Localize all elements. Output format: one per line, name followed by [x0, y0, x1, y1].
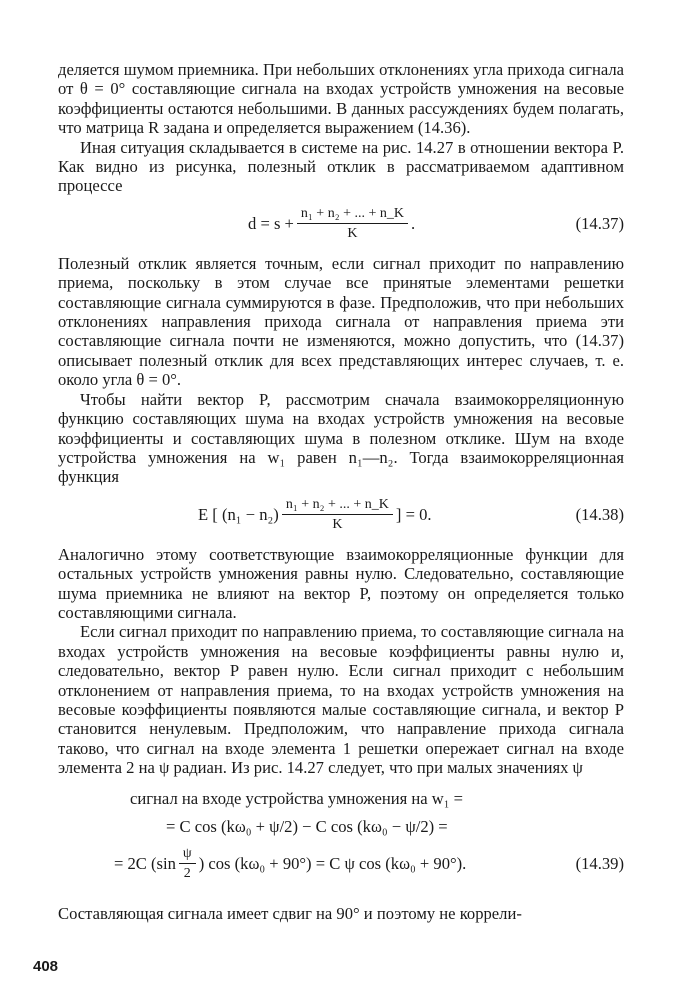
eq1-denominator: K [347, 226, 358, 242]
equation-14-38 [58, 493, 624, 537]
eq3-line3 [114, 842, 466, 886]
page-number: 408 [33, 958, 59, 975]
eq3-line2: = C cos (kω₀ + ψ/2) − C cos (kω₀ − ψ/2) = [166, 816, 448, 836]
eq1-numerator: n₁ + n₂ + ... + n_K [297, 205, 408, 224]
equation-14-39 [58, 788, 624, 892]
paragraph-6: Если сигнал приходит по направлению приема, то составляющие сигнала на входах устройств умножения на весовые коэффициенты равны нулю и, следовательно, вектор P равен нулю. Если сигнал приходит с небольшим отклонением от направления приема, то на входах устройств умножения на весовые коэффициенты появляются малые составляющие сигнала, и вектор P становится ненулевым. Предположим, что направление прихода сигнала таково, что сигнал на входе элемента 1 решетки опережает сигнал на входе элемента 2 на ψ радиан. Из рис. 14.27 следует, что при малых значениях ψ [58, 622, 624, 778]
eq3-fraction [179, 845, 196, 882]
paragraph-4: Чтобы найти вектор P, рассмотрим сначала взаимокорреляционную функцию составляющих шума на входах устройств умножения на весовые коэффициенты и составляющих шума в полезном отклике. Шум на входе устройства умножения на w₁ равен n₁—n₂. Тогда взаимокорреляционная функция [58, 389, 624, 487]
paragraph-2: Иная ситуация складывается в системе на рис. 14.27 в отношении вектора P. Как видно из рисунка, полезный отклик в рассматриваемом адаптивном процессе [58, 137, 624, 196]
eq2-fraction [282, 496, 393, 533]
eq3-numerator: ψ [179, 845, 196, 864]
eq1-tail: . [410, 213, 416, 233]
eq1-lhs: d = s + [248, 213, 294, 233]
eq3-line3-rhs: ) cos (kω₀ + 90°) = C ψ cos (kω₀ + 90°). [198, 853, 467, 873]
eq1-number: (14.37) [575, 213, 624, 233]
eq2-lhs: E [ (n₁ − n₂) [198, 504, 279, 524]
equation-14-37 [58, 202, 624, 246]
paragraph-7: Составляющая сигнала имеет сдвиг на 90° и поэтому не коррели- [58, 903, 522, 923]
eq3-number: (14.39) [575, 853, 624, 873]
eq3-denominator: 2 [183, 866, 191, 882]
eq1-fraction [297, 205, 408, 242]
eq2-denominator: K [332, 517, 343, 533]
eq2-number: (14.38) [575, 504, 624, 524]
paragraph-5: Аналогично этому соответствующие взаимокорреляционные функции для остальных устройств умножения равны нулю. Следовательно, составляющие шума приемника не влияют на вектор P, поэтому он определяется только составляющими сигнала. [58, 544, 624, 622]
eq2-tail: ] = 0. [395, 504, 432, 524]
eq3-line1: сигнал на входе устройства умножения на w₁ = [130, 788, 464, 808]
paragraph-3: Полезный отклик является точным, если сигнал приходит по направлению приема, поскольку в этом случае все принятые элементами решетки составляющие сигнала суммируются в фазе. Предположив, что при небольших отклонениях направления прихода сигнала от направления приема эти составляющие сигнала почти не изменяются, можно допустить, что (14.37) описывает полезный отклик для всех представляющих интерес случаев, т. е. около угла θ = 0°. [58, 253, 624, 390]
eq3-line3-lhs: = 2C (sin [114, 853, 176, 873]
paragraph-1: деляется шумом приемника. При небольших отклонениях угла прихода сигнала от θ = 0° составляющие сигнала на входах устройств умножения на весовые коэффициенты остаются небольшими. В данных рассуждениях будем полагать, что матрица R задана и определяется выражением (14.36). [58, 60, 624, 138]
eq2-numerator: n₁ + n₂ + ... + n_K [282, 496, 393, 515]
page-body [58, 60, 624, 923]
